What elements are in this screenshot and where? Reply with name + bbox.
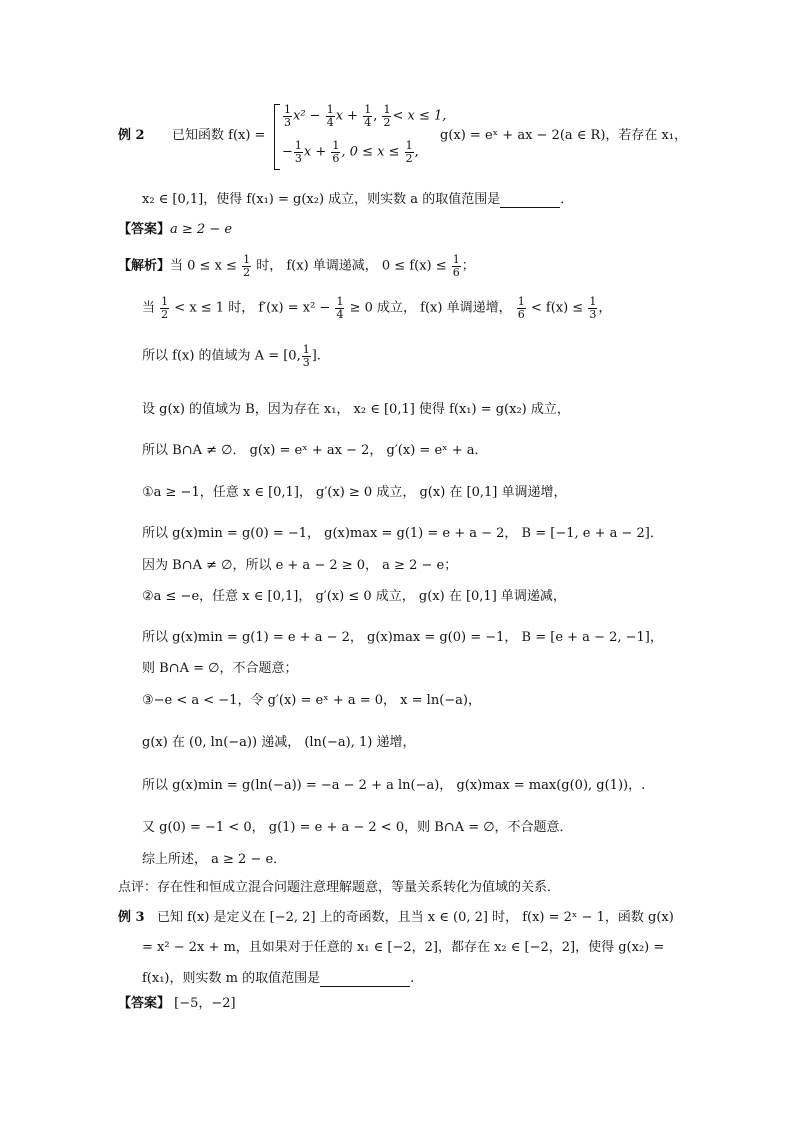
ex3-line2: = x² − 2x + m，且如果对于任意的 x₁ ∈ [−2，2]，都存在 x₂ ∈ [−2，2]，使得 g(x₂) = xyxy=(142,940,665,955)
ex2-answer: 【答案】a ≥ 2 − e xyxy=(118,222,233,237)
piece-1: $\frac{1}{3}$ x² − $\frac{1}{4}$ x + $\frac{1}{4}$ , $\frac{1}{2}$ < x ≤ 1, xyxy=(284,103,447,129)
analysis-line-10: 所以 g(x)min = g(1) = e + a − 2， g(x)max = g(0) = −1， B = [e + a − 2, −1]， xyxy=(142,630,663,645)
analysis-conclusion: 综上所述， a ≥ 2 − e． xyxy=(142,852,287,867)
answer-blank-3 xyxy=(320,986,410,987)
analysis-case-3: ③−e < a < −1，令 g′(x) = eˣ + a = 0， x = ln(−a)， xyxy=(142,693,481,708)
analysis-line-2: 当 $\frac{1}{2}$ < x ≤ 1 时， f′(x) = x² − $\frac{1}{4}$ ≥ 0 成立， f(x) 单调递增， $\frac{1}{6}$ < f(x) ≤ $\frac{1}{3}$ ， xyxy=(142,295,612,321)
analysis-case-2: ②a ≤ −e，任意 x ∈ [0,1]， g′(x) ≤ 0 成立， g(x) 在 [0,1] 单调递减， xyxy=(142,589,566,604)
analysis-line-11: 则 B∩A = ∅，不合题意； xyxy=(142,661,298,676)
analysis-line-1: 【解析】当 0 ≤ x ≤ $\frac{1}{2}$ 时， f(x) 单调递减， 0 ≤ f(x) ≤ $\frac{1}{6}$ ； xyxy=(118,253,475,279)
ex2-line2: x₂ ∈ [0,1]，使得 f(x₁) = g(x₂) 成立，则实数 a 的取值范围是 ． xyxy=(142,192,574,207)
analysis-line-8: 因为 B∩A ≠ ∅，所以 e + a − 2 ≥ 0， a ≥ 2 − e； xyxy=(142,558,458,573)
analysis-line-7: 所以 g(x)min = g(0) = −1， g(x)max = g(1) = e + a − 2， B = [−1, e + a − 2]． xyxy=(142,526,663,541)
g-definition: g(x) = eˣ + ax − 2(a ∈ R)，若存在 x₁， xyxy=(440,128,688,143)
ex2-intro: 已知函数 f(x) = xyxy=(172,128,266,143)
analysis-line-13: g(x) 在 (0, ln(−a)) 递减， (ln(−a), 1) 递增， xyxy=(142,735,416,750)
example-3: 例 3 已知 f(x) 是定义在 [−2, 2] 上的奇函数，且当 x ∈ (0, 2] 时， f(x) = 2ˣ − 1，函数 g(x) xyxy=(118,910,674,925)
ex3-answer: 【答案】 [−5，−2] xyxy=(118,996,236,1011)
analysis-line-4: 设 g(x) 的值域为 B，因为存在 x₁， x₂ ∈ [0,1] 使得 f(x₁) = g(x₂) 成立， xyxy=(142,402,570,417)
analysis-case-1: ①a ≥ −1，任意 x ∈ [0,1]， g′(x) ≥ 0 成立， g(x) 在 [0,1] 单调递增， xyxy=(142,485,567,500)
analysis-line-14: 所以 g(x)min = g(ln(−a)) = −a − 2 + a ln(−a)， g(x)max = max(g(0), g(1))，. xyxy=(142,778,646,793)
analysis-line-5: 所以 B∩A ≠ ∅． g(x) = eˣ + ax − 2， g′(x) = eˣ + a． xyxy=(142,443,488,458)
piecewise-brace xyxy=(274,104,280,170)
ex3-line3: f(x₁)，则实数 m 的取值范围是 . xyxy=(142,971,415,986)
answer-blank xyxy=(500,207,560,208)
note: 点评：存在性和恒成立混合问题注意理解题意，等量关系转化为值域的关系． xyxy=(118,880,561,895)
example-2-label: 例 2 xyxy=(118,128,145,143)
piece-2: − $\frac{1}{3}$ x + $\frac{1}{6}$ , 0 ≤ x ≤ $\frac{1}{2}$ , xyxy=(282,139,419,165)
analysis-line-3: 所以 f(x) 的值域为 A = [0, $\frac{1}{3}$ ]. xyxy=(142,343,321,369)
analysis-line-15: 又 g(0) = −1 < 0， g(1) = e + a − 2 < 0，则 B∩A = ∅，不合题意． xyxy=(142,820,573,835)
